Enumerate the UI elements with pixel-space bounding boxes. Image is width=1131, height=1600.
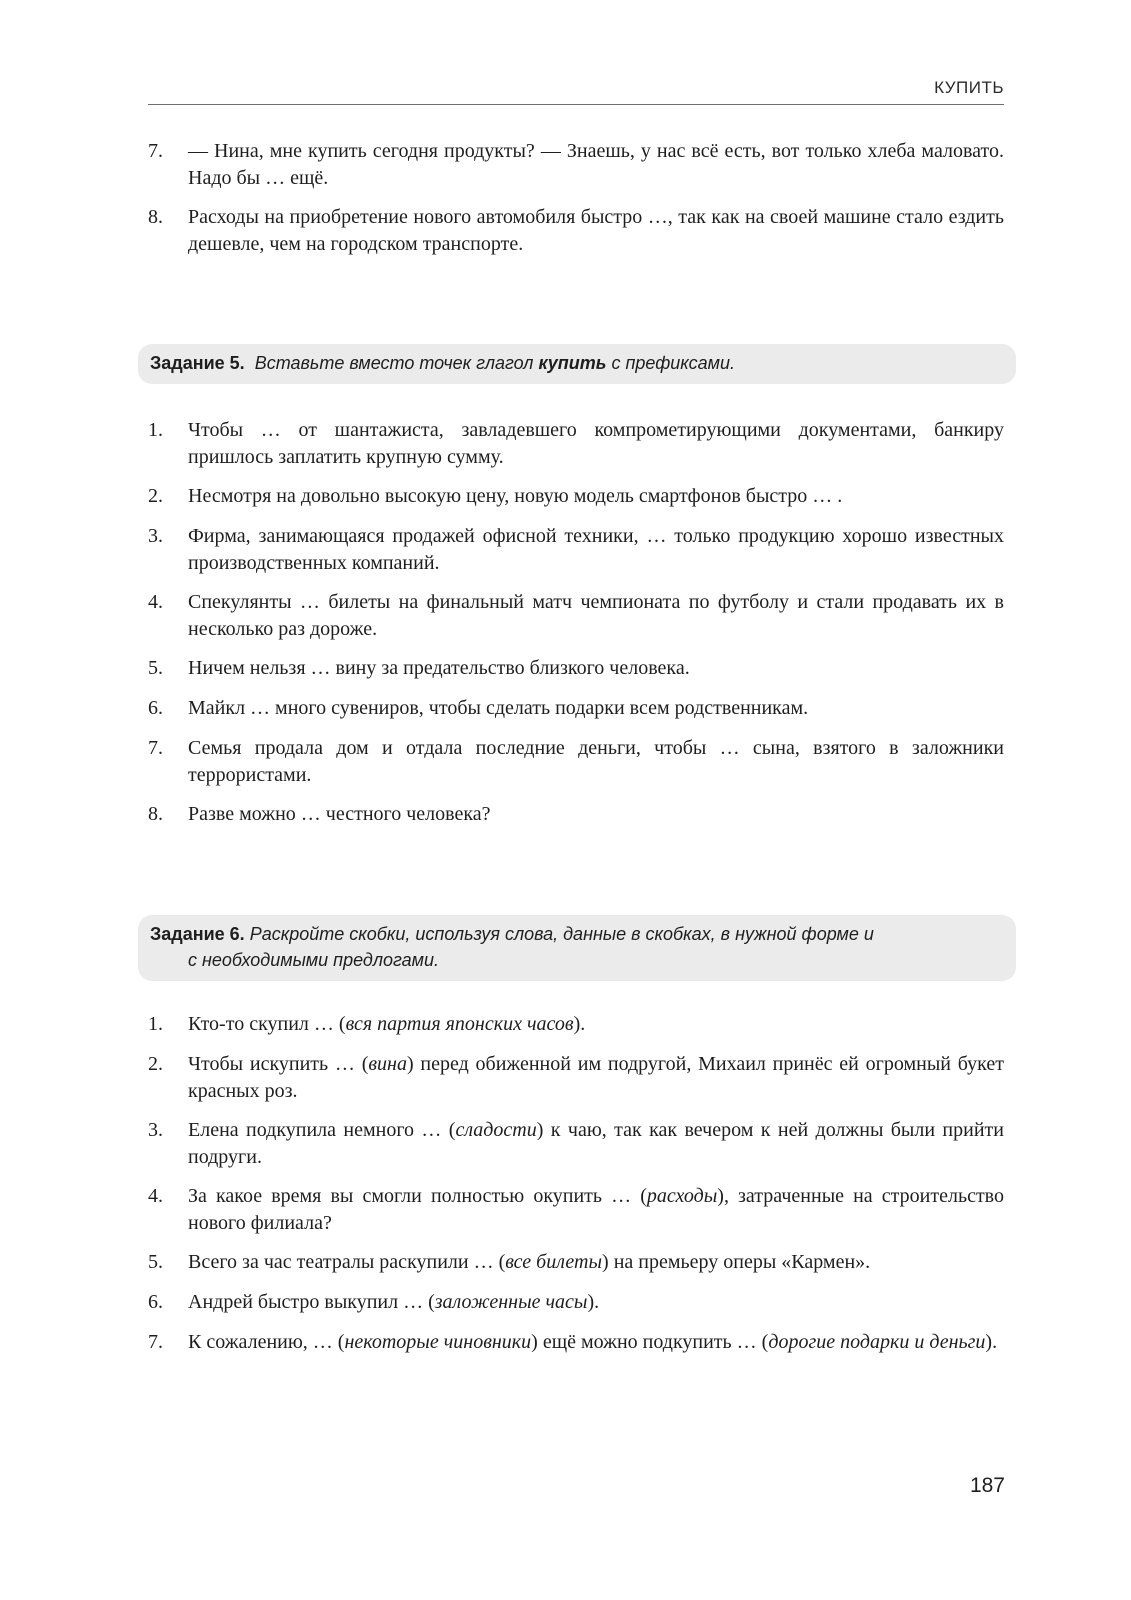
item-number: 8. [148,206,163,228]
item-number: 2. [148,1053,163,1075]
list-item [148,695,1004,722]
running-header [148,78,1004,105]
item-text-before: К сожалению, … ( [188,1331,345,1353]
list-item [148,138,1004,192]
task-5-instruction [255,353,735,373]
list-item [148,1051,1004,1105]
item-text: Расходы на приобретение нового автомобиля быстро …, так как на своей машине стало ездить дешевле, чем на городском транспорте. [188,206,1004,255]
item-text-after: ) перед обиженной им подругой, Михаил принёс ей огромный букет красных роз. [188,1053,1004,1102]
item-number: 6. [148,1291,163,1313]
item-text: Майкл … много сувениров, чтобы сделать подарки всем родственникам. [188,697,809,719]
item-number: 8. [148,803,163,825]
item-text-before: Чтобы искупить … ( [188,1053,369,1075]
item-number: 1. [148,419,163,441]
list-item [148,655,1004,682]
item-text: Разве можно … честного человека? [188,803,491,825]
item-text-before: Всего за час театралы раскупили … ( [188,1251,506,1273]
task-5-label: Задание 5. [150,353,245,373]
item-text: Ничем нельзя … вину за предательство близкого человека. [188,657,690,679]
list-item [148,1249,1004,1276]
list-item [148,1329,1004,1356]
item-bracket-word: сладости [455,1119,537,1141]
item-number: 5. [148,657,163,679]
item-number: 7. [148,1331,163,1353]
item-text-before: Андрей быстро выкупил … ( [188,1291,435,1313]
item-text: Фирма, занимающаяся продажей офисной техники, … только продукцию хорошо известных производственных компаний. [188,525,1004,574]
item-number: 6. [148,697,163,719]
item-text-after: ). [985,1331,998,1353]
item-bracket-word: расходы [646,1185,718,1207]
item-number: 5. [148,1251,163,1273]
list-item [148,1183,1004,1237]
task-5-instruction-after: с префиксами. [611,353,735,373]
item-text: Спекулянты … билеты на финальный матч чемпионата по футболу и стали продавать их в несколько раз дороже. [188,591,1004,640]
task-6-instruction-line2: с необходимыми предлогами. [188,950,440,970]
task-6-label: Задание 6. [150,924,245,944]
item-text: Чтобы … от шантажиста, завладевшего компрометирующими документами, банкиру пришлось заплатить крупную сумму. [188,419,1004,468]
prev-task-list [148,138,1004,258]
item-bracket-word: вина [368,1053,407,1075]
item-text-after: ). [587,1291,600,1313]
item-text-before: Елена подкупила немного … ( [188,1119,456,1141]
task-5-list [148,417,1004,828]
task-6-heading [138,915,1016,981]
list-item [148,523,1004,577]
list-item [148,589,1004,643]
page-number: 187 [969,1474,1005,1497]
item-text-after: ) к чаю, так как вечером к ней должны были прийти подруги. [188,1119,1004,1168]
item-bracket-word: некоторые чиновники [344,1331,532,1353]
item-bracket-word: вся партия японских часов [345,1013,574,1035]
list-item [148,735,1004,789]
list-item [148,483,1004,510]
item-text-before: За какое время вы смогли полностью окупить … ( [188,1185,647,1207]
item-bracket-word: все билеты [505,1251,603,1273]
item-number: 3. [148,525,163,547]
list-item [148,801,1004,828]
list-item [148,1117,1004,1171]
item-text-before: Кто-то скупил … ( [188,1013,346,1035]
item-text-after: ), затраченные на строительство нового филиала? [188,1185,1004,1234]
item-number: 1. [148,1013,163,1035]
item-number: 4. [148,1185,163,1207]
item-bracket-word: заложенные часы [434,1291,588,1313]
task-6-list [148,1011,1004,1356]
item-text-after: ). [573,1013,586,1035]
item-number: 3. [148,1119,163,1141]
list-item [148,204,1004,258]
item-text-middle: ) ещё можно подкупить … ( [531,1331,769,1353]
item-number: 4. [148,591,163,613]
list-item [148,1289,1004,1316]
task-5-keyword: купить [538,353,607,373]
item-text: Семья продала дом и отдала последние деньги, чтобы … сына, взятого в заложники террористами. [188,737,1004,786]
item-text: — Нина, мне купить сегодня продукты? — Знаешь, у нас всё есть, вот только хлеба маловато. Надо бы … ещё. [188,140,1004,189]
list-item [148,1011,1004,1038]
task-6-instruction-line1: Раскройте скобки, используя слова, данные в скобках, в нужной форме и [249,924,874,944]
task-5-heading [138,344,1016,384]
item-number: 7. [148,737,163,759]
item-number: 2. [148,485,163,507]
item-text-after: ) на премьеру оперы «Кармен». [602,1251,871,1273]
list-item [148,417,1004,471]
item-text: Несмотря на довольно высокую цену, новую модель смартфонов быстро … . [188,485,843,507]
item-bracket-word-2: дорогие подарки и деньги [768,1331,986,1353]
header-title: КУПИТЬ [934,78,1004,97]
task-5-instruction-before: Вставьте вместо точек глагол [254,353,534,373]
item-number: 7. [148,140,163,162]
